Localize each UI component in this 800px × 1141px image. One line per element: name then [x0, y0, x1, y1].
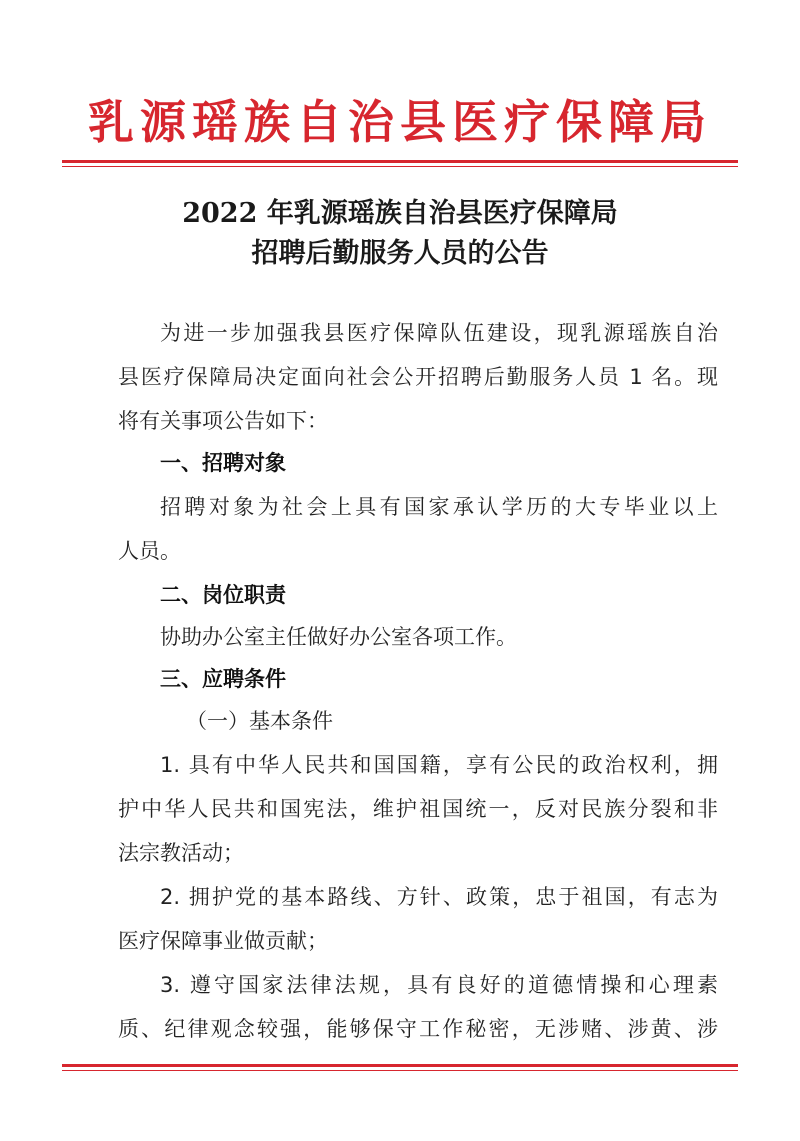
section3-heading: 三、应聘条件 — [160, 667, 286, 691]
item3-line1: 3. 遵守国家法律法规，具有良好的道德情操和心理素 — [160, 973, 718, 997]
letterhead-org-name: 乳源瑶族自治县医疗保障局 — [88, 95, 712, 149]
letterhead-rule-top — [62, 160, 738, 167]
section3-subheading: （一）基本条件 — [186, 709, 333, 733]
section1-line2: 人员。 — [118, 539, 181, 563]
item1-line3: 法宗教活动； — [118, 841, 244, 865]
section2-heading: 二、岗位职责 — [160, 583, 286, 607]
footer-rule — [62, 1064, 738, 1071]
item1-line2: 护中华人民共和国宪法，维护祖国统一，反对民族分裂和非 — [118, 797, 718, 821]
section1-line1: 招聘对象为社会上具有国家承认学历的大专毕业以上 — [160, 495, 718, 519]
item3-line2: 质、纪律观念较强，能够保守工作秘密，无涉赌、涉黄、涉 — [118, 1017, 718, 1041]
item2-line2: 医疗保障事业做贡献； — [118, 929, 328, 953]
doc-title-line1: 2022 年乳源瑶族自治县医疗保障局 — [182, 198, 618, 229]
intro-line1: 为进一步加强我县医疗保障队伍建设，现乳源瑶族自治 — [160, 321, 718, 345]
item2-line1: 2. 拥护党的基本路线、方针、政策，忠于祖国，有志为 — [160, 885, 718, 909]
intro-line3: 将有关事项公告如下： — [118, 409, 328, 433]
item1-line1: 1. 具有中华人民共和国国籍，享有公民的政治权利，拥 — [160, 753, 718, 777]
section1-heading: 一、招聘对象 — [160, 451, 286, 475]
section2-line1: 协助办公室主任做好办公室各项工作。 — [160, 625, 517, 649]
doc-title-line2: 招聘后勤服务人员的公告 — [251, 238, 549, 269]
intro-line2: 县医疗保障局决定面向社会公开招聘后勤服务人员 1 名。现 — [118, 365, 718, 389]
